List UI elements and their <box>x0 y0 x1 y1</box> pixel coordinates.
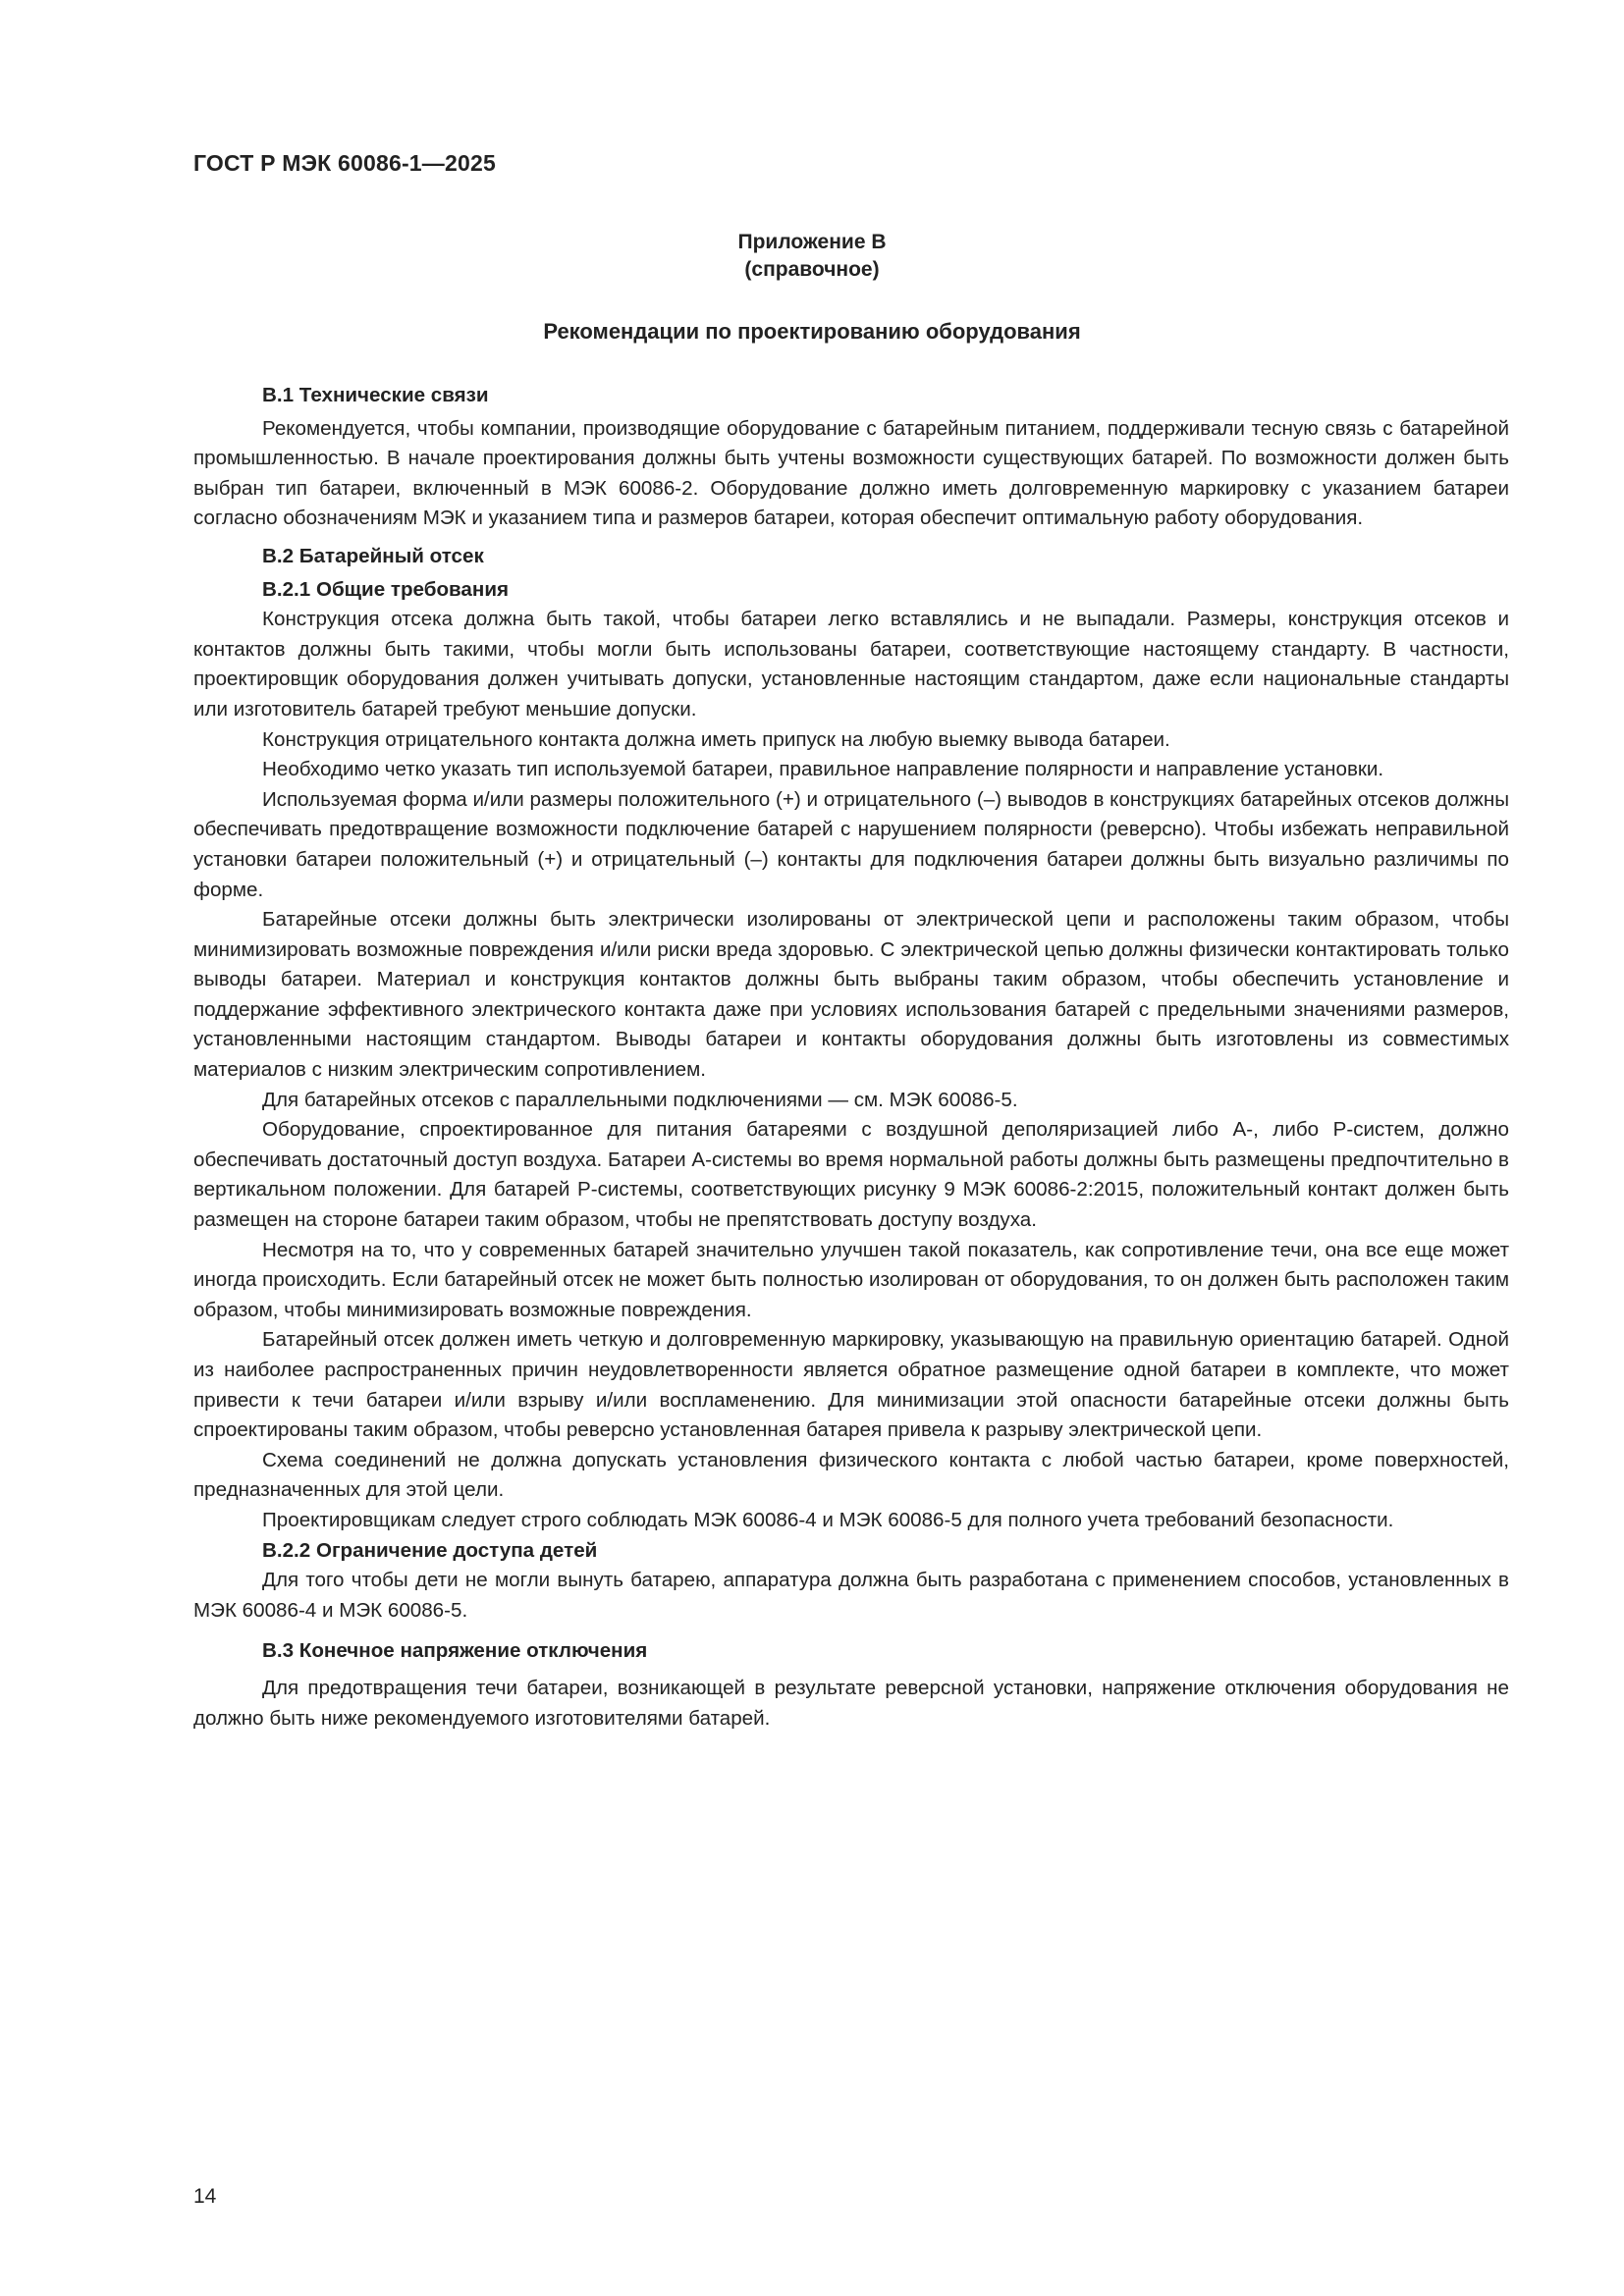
section-b21-heading: В.2.1 Общие требования <box>262 577 509 601</box>
paragraph: Используемая форма и/или размеры положительного (+) и отрицательного (–) выводов в конструкциях батарейных отсеков должны обеспечивать предотвращение возможности подключение батарей с нарушением полярности (реверсно). Чтобы избежать неправильной установки батареи положительный (+) и отрицательный (–) контакты для подключения батареи должны быть визуально различимы по форме. <box>193 787 1509 901</box>
paragraph: Необходимо четко указать тип используемой батареи, правильное направление полярности и направление установки. <box>262 758 1384 781</box>
paragraph: Проектировщикам следует строго соблюдать МЭК 60086-4 и МЭК 60086-5 для полного учета требований безопасности. <box>262 1508 1394 1531</box>
paragraph: Для батарейных отсеков с параллельными подключениями — см. МЭК 60086-5. <box>262 1088 1018 1111</box>
paragraph: Несмотря на то, что у современных батарей значительно улучшен такой показатель, как сопротивление течи, она все еще может иногда происходить. Если батарейный отсек не может быть полностью изолирован от оборудования, то он должен быть расположен таким образом, чтобы минимизировать возможные повреждения. <box>193 1238 1509 1321</box>
section-b22-heading: В.2.2 Ограничение доступа детей <box>262 1538 598 1562</box>
paragraph: Схема соединений не должна допускать установления физического контакта с любой частью батареи, кроме поверхностей, предназначенных для этой цели. <box>193 1448 1509 1502</box>
appendix-label: Приложение В <box>737 231 887 253</box>
paragraph: Для того чтобы дети не могли вынуть батарею, аппаратура должна быть разработана с применением способов, установленных в МЭК 60086-4 и МЭК 60086-5. <box>193 1569 1509 1622</box>
section-b3-heading: В.3 Конечное напряжение отключения <box>262 1639 648 1663</box>
paragraph: Батарейный отсек должен иметь четкую и долговременную маркировку, указывающую на правильную ориентацию батарей. Одной из наиболее распространенных причин неудовлетворенности является обратное размещение одной батареи в комплекте, что может привести к течи батареи и/или взрыву и/или воспламенению. Для минимизации этой опасности батарейные отсеки должны быть спроектированы таким образом, чтобы реверсно установленная батарея привела к разрыву электрической цепи. <box>193 1328 1509 1442</box>
paragraph: Батарейные отсеки должны быть электрически изолированы от электрической цепи и расположены таким образом, чтобы минимизировать возможные повреждения и/или риски вреда здоровью. С электрической цепью должны физически контактировать только выводы батареи. Материал и конструкция контактов должны быть выбраны таким образом, чтобы обеспечить установление и поддержание эффективного электрического контакта даже при условиях использования батарей с предельными значениями размеров, установленными настоящим стандартом. Выводы батареи и контакты оборудования должны быть изготовлены из совместимых материалов с низким электрическим сопротивлением. <box>193 908 1509 1082</box>
section-b2-heading: В.2 Батарейный отсек <box>262 544 484 567</box>
appendix-status: (справочное) <box>744 258 880 281</box>
page-number: 14 <box>193 2185 217 2208</box>
paragraph: Конструкция отрицательного контакта должна иметь припуск на любую выемку вывода батареи. <box>262 727 1170 751</box>
appendix-heading <box>0 229 1624 284</box>
document-title: Рекомендации по проектированию оборудования <box>543 319 1081 344</box>
paragraph: Для предотвращения течи батареи, возникающей в результате реверсной установки, напряжение отключения оборудования не должно быть ниже рекомендуемого изготовителями батарей. <box>193 1676 1509 1730</box>
document-body <box>193 381 1509 1734</box>
paragraph: Оборудование, спроектированное для питания батареями с воздушной деполяризацией либо А-, либо Р-систем, должно обеспечивать достаточный доступ воздуха. Батареи А-системы во время нормальной работы должны быть размещены предпочтительно в вертикальном положении. Для батарей Р-системы, соответствующих рисунку 9 МЭК 60086-2:2015, положительный контакт должен быть размещен на стороне батареи таким образом, чтобы не препятствовать доступу воздуха. <box>193 1118 1509 1232</box>
section-b1-heading: В.1 Технические связи <box>262 384 489 406</box>
paragraph: Конструкция отсека должна быть такой, чтобы батареи легко вставлялись и не выпадали. Размеры, конструкция отсеков и контактов должны быть такими, чтобы могли быть использованы батареи, соответствующие настоящему стандарту. В частности, проектировщик оборудования должен учитывать допуски, установленные настоящим стандартом, даже если национальные стандарты или изготовитель батарей требуют меньшие допуски. <box>193 608 1509 721</box>
paragraph: Рекомендуется, чтобы компании, производящие оборудование с батарейным питанием, поддерживали тесную связь с батарейной промышленностью. В начале проектирования должны быть учтены возможности существующих батарей. По возможности должен быть выбран тип батареи, включенный в МЭК 60086-2. Оборудование должно иметь долговременную маркировку с указанием батареи согласно обозначениям МЭК и указанием типа и размеров батареи, которая обеспечит оптимальную работу оборудования. <box>193 416 1509 530</box>
standard-header: ГОСТ Р МЭК 60086-1—2025 <box>193 150 496 176</box>
